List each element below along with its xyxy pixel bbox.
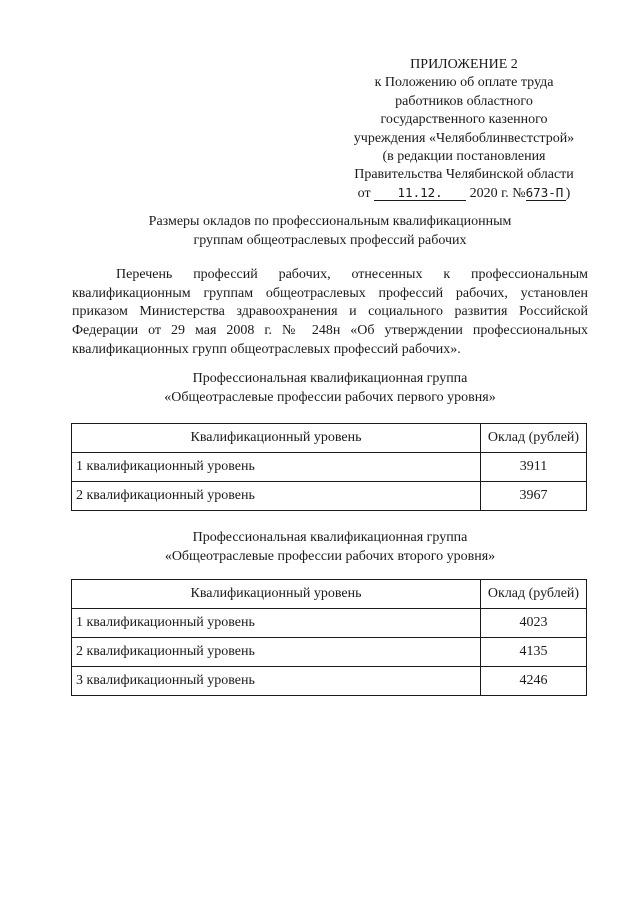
salary-table-first-level xyxy=(71,423,587,511)
appendix-title: ПРИЛОЖЕНИЕ 2 xyxy=(410,57,518,72)
salary-cell: 4135 xyxy=(481,638,587,667)
qualification-level-cell: 1 квалификационный уровень xyxy=(72,453,481,482)
salary-cell: 4246 xyxy=(481,667,587,696)
table-row xyxy=(72,667,587,696)
group-heading-second xyxy=(70,528,590,566)
intro-paragraph: Перечень профессий рабочих, отнесенных к профессиональным квалификационным группам общеотраслевых профессий рабочих, установлен приказом Министерства здравоохранения и социального развития Российской Федерации от 29 мая 2008 г. № 248н «Об утверждении профессиональных квалификационных групп общеотраслевых профессий рабочих». xyxy=(72,267,588,357)
appendix-line: (в редакции постановления xyxy=(382,149,546,165)
salary-cell: 3967 xyxy=(481,482,587,511)
date-prefix: от xyxy=(357,185,371,201)
table-row xyxy=(72,609,587,638)
column-header-level: Квалификационный уровень xyxy=(72,424,481,453)
document-title xyxy=(70,212,590,250)
table-row xyxy=(72,482,587,511)
title-line: группам общеотраслевых профессий рабочих xyxy=(193,233,467,248)
table-header-row xyxy=(72,424,587,453)
salary-table-second-level xyxy=(71,579,587,696)
appendix-line: к Положению об оплате труда xyxy=(374,75,554,91)
handwritten-date: 11.12. xyxy=(374,186,466,201)
group-heading-first xyxy=(70,369,590,407)
appendix-date-line xyxy=(330,185,598,203)
appendix-line: учреждения «Челябоблинвестстрой» xyxy=(353,130,575,146)
salary-cell: 4023 xyxy=(481,609,587,638)
table-header-row xyxy=(72,580,587,609)
appendix-line: государственного казенного xyxy=(380,112,548,128)
group-heading-line: Профессиональная квалификационная группа xyxy=(192,371,468,386)
group-heading-line: «Общеотраслевые профессии рабочих второго уровня» xyxy=(164,549,496,564)
group-heading-line: Профессиональная квалификационная группа xyxy=(192,530,468,545)
qualification-level-cell: 3 квалификационный уровень xyxy=(72,667,481,696)
qualification-level-cell: 2 квалификационный уровень xyxy=(72,638,481,667)
qualification-level-cell: 1 квалификационный уровень xyxy=(72,609,481,638)
appendix-line: Правительства Челябинской области xyxy=(354,167,574,183)
table-row xyxy=(72,638,587,667)
title-line: Размеры окладов по профессиональным квалификационным xyxy=(148,214,512,229)
table-row xyxy=(72,453,587,482)
column-header-salary: Оклад (рублей) xyxy=(481,424,587,453)
closing-paren: ) xyxy=(565,185,571,201)
year-text: 2020 г. № xyxy=(469,185,526,201)
qualification-level-cell: 2 квалификационный уровень xyxy=(72,482,481,511)
appendix-header xyxy=(330,56,598,203)
appendix-line: работников областного xyxy=(395,93,533,109)
salary-cell: 3911 xyxy=(481,453,587,482)
column-header-salary: Оклад (рублей) xyxy=(481,580,587,609)
group-heading-line: «Общеотраслевые профессии рабочих первого уровня» xyxy=(164,390,496,405)
column-header-level: Квалификационный уровень xyxy=(72,580,481,609)
handwritten-doc-number: 673-П xyxy=(526,186,566,201)
